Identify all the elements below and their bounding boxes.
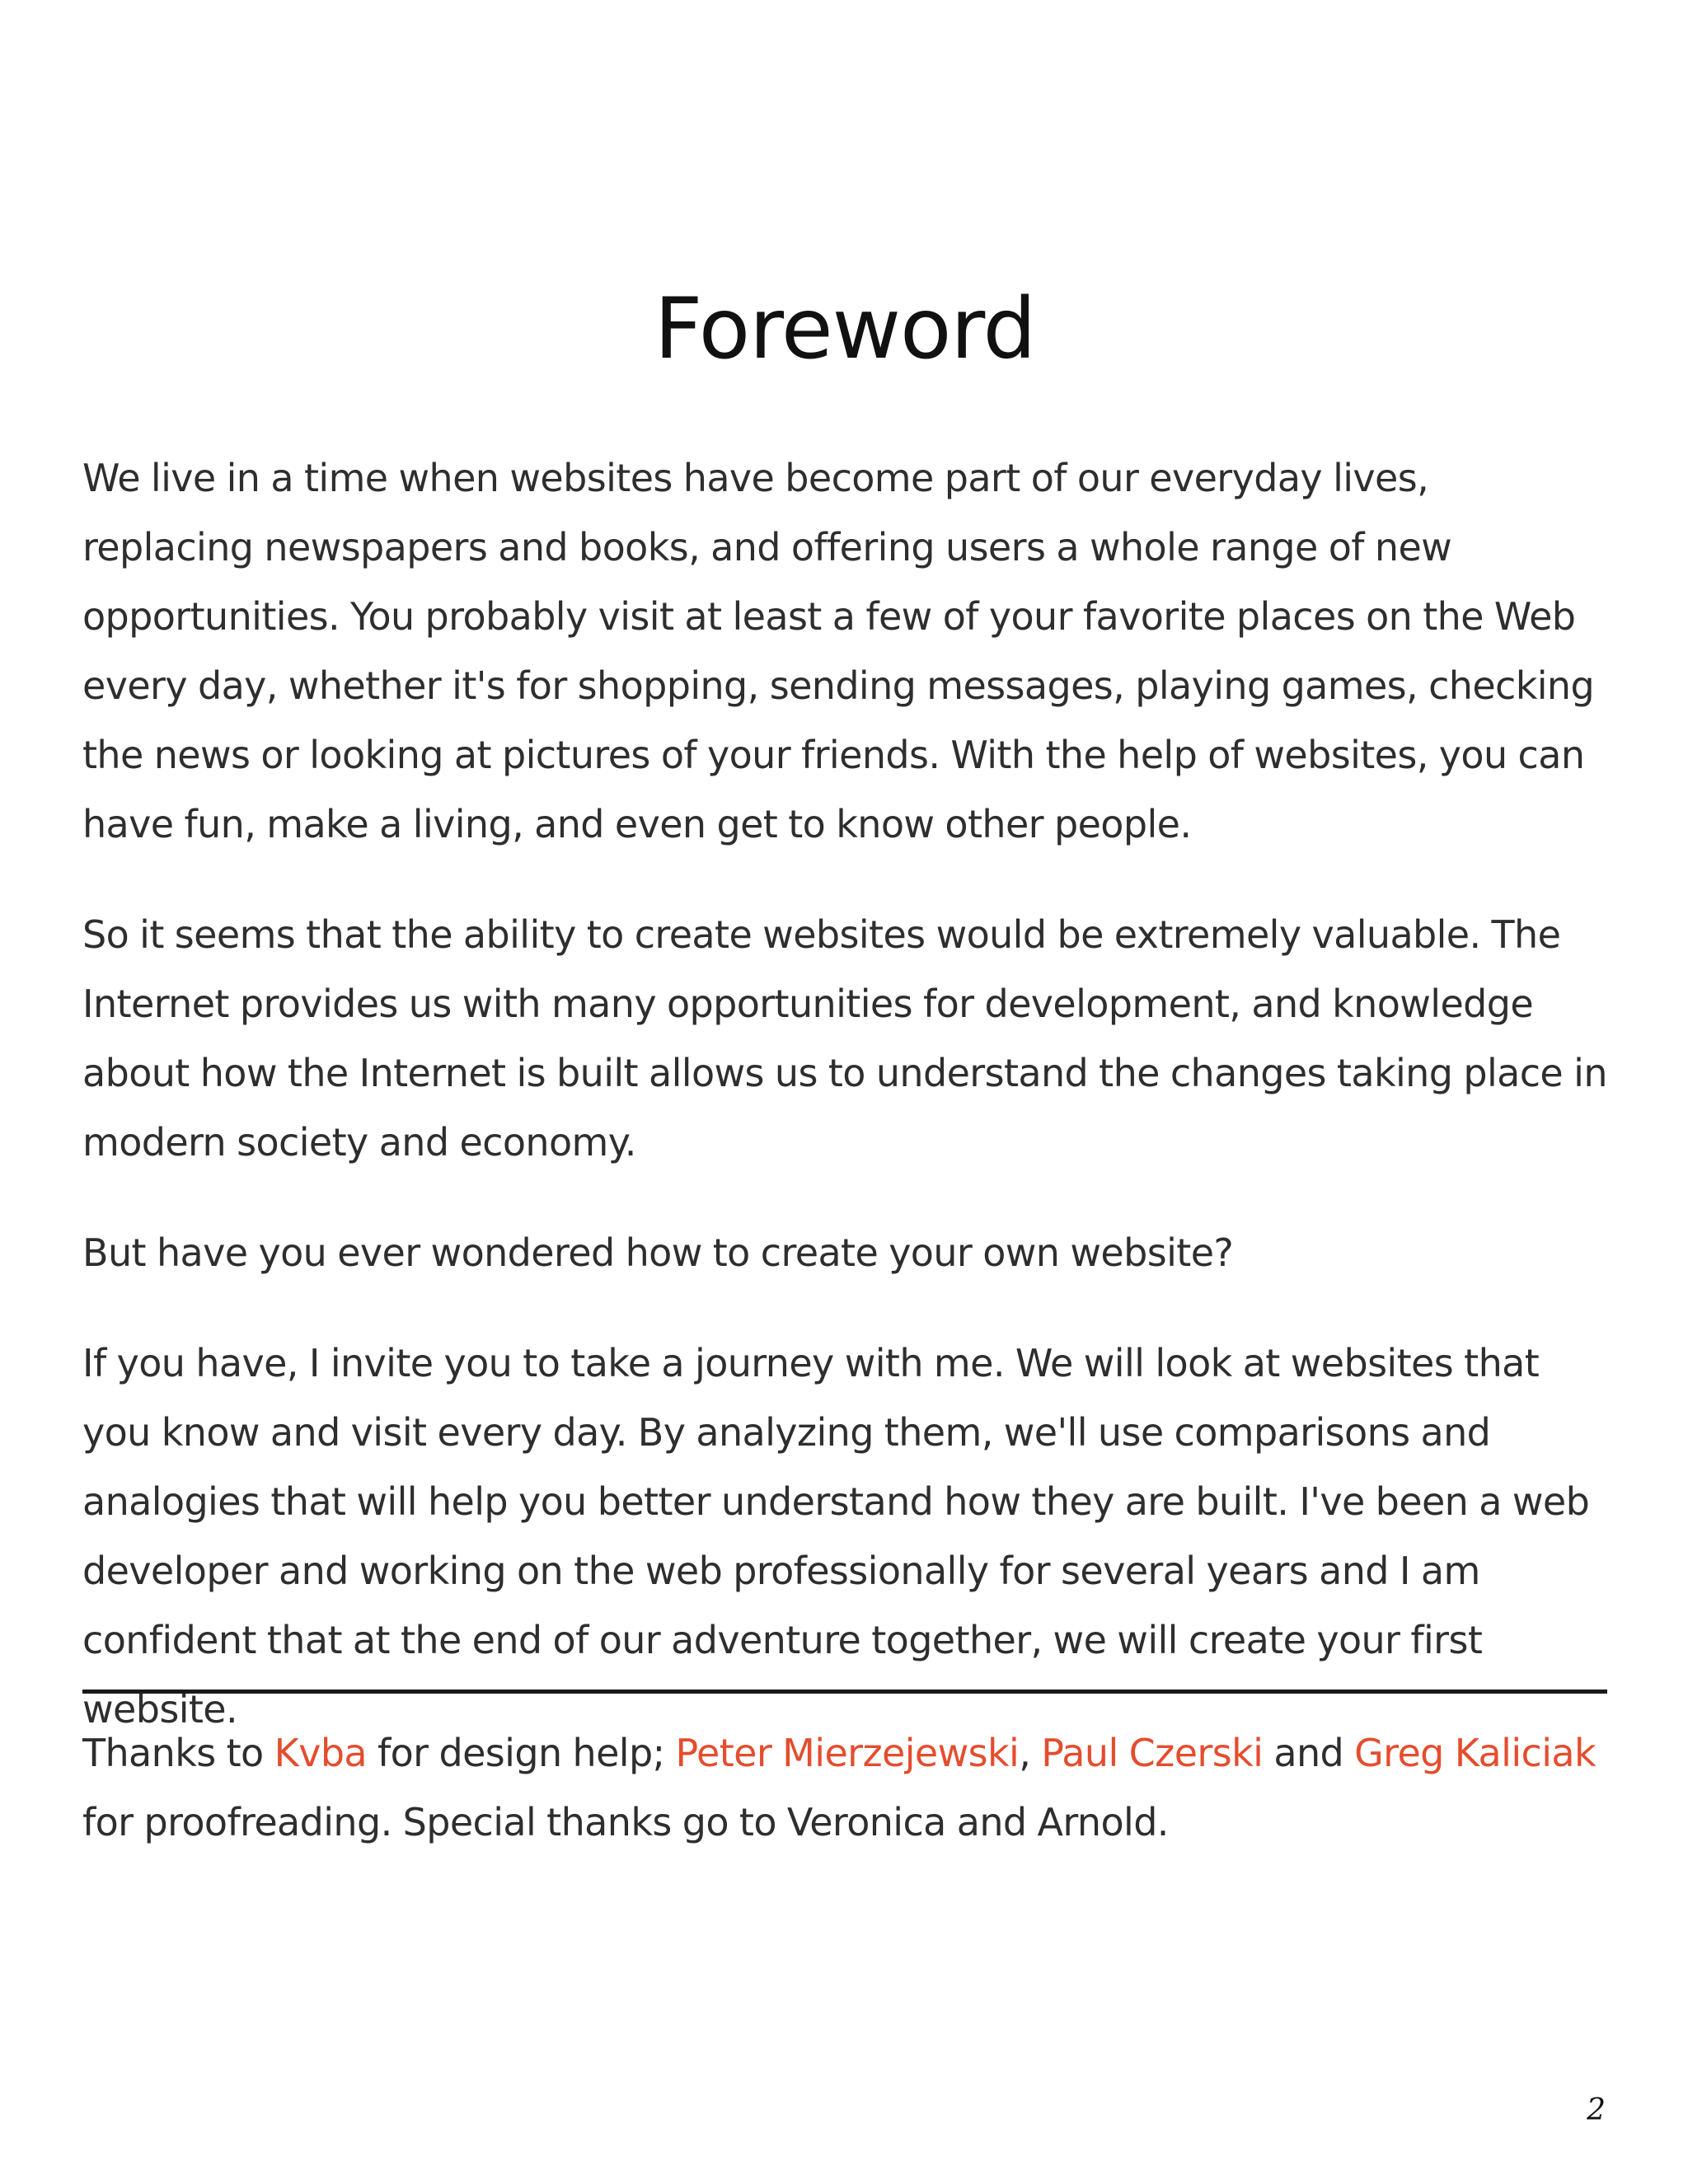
paragraph-1: We live in a time when websites have become part of our everyday lives, replacing newspapers and books, and offering users a whole range of new opportunities. You probably visit at least a few of your favorite places on the Web every day, whether it's for shopping, sending messages, playing games, checking the news or looking at pictures of your friends. With the help of websites, you can have fun, make a living, and even get to know other people. [82, 456, 1595, 846]
link-peter-mierzejewski[interactable]: Peter Mierzejewski [675, 1731, 1020, 1775]
acknowledgements [82, 1718, 1607, 1857]
acknowledgements-text: for design help; [367, 1731, 676, 1775]
page-number: 2 [1587, 2093, 1606, 2127]
acknowledgements-separator: , [1019, 1731, 1042, 1775]
link-paul-czerski[interactable]: Paul Czerski [1041, 1731, 1264, 1775]
link-kvba[interactable]: Kvba [274, 1731, 368, 1775]
page-title: Foreword [654, 280, 1036, 378]
horizontal-divider [82, 1690, 1607, 1694]
link-greg-kaliciak[interactable]: Greg Kaliciak [1354, 1731, 1596, 1775]
acknowledgements-separator: and [1263, 1731, 1355, 1775]
paragraph-3: But have you ever wondered how to create your own website? [82, 1230, 1234, 1275]
acknowledgements-suffix: for proofreading. Special thanks go to Veronica and Arnold. [82, 1800, 1169, 1844]
paragraph-4: If you have, I invite you to take a journey with me. We will look at websites that you know and visit every day. By analyzing them, we'll use comparisons and analogies that will help you better understand how they are built. I've been a web developer and working on the web professionally for several years and I am confident that at the end of our adventure together, we will create your first website. [82, 1341, 1590, 1732]
paragraph-2: So it seems that the ability to create websites would be extremely valuable. The Internet provides us with many opportunities for development, and knowledge about how the Internet is built allows us to understand the changes taking place in modern society and economy. [82, 912, 1607, 1165]
foreword-body [82, 443, 1607, 1785]
acknowledgements-prefix: Thanks to [82, 1731, 274, 1775]
